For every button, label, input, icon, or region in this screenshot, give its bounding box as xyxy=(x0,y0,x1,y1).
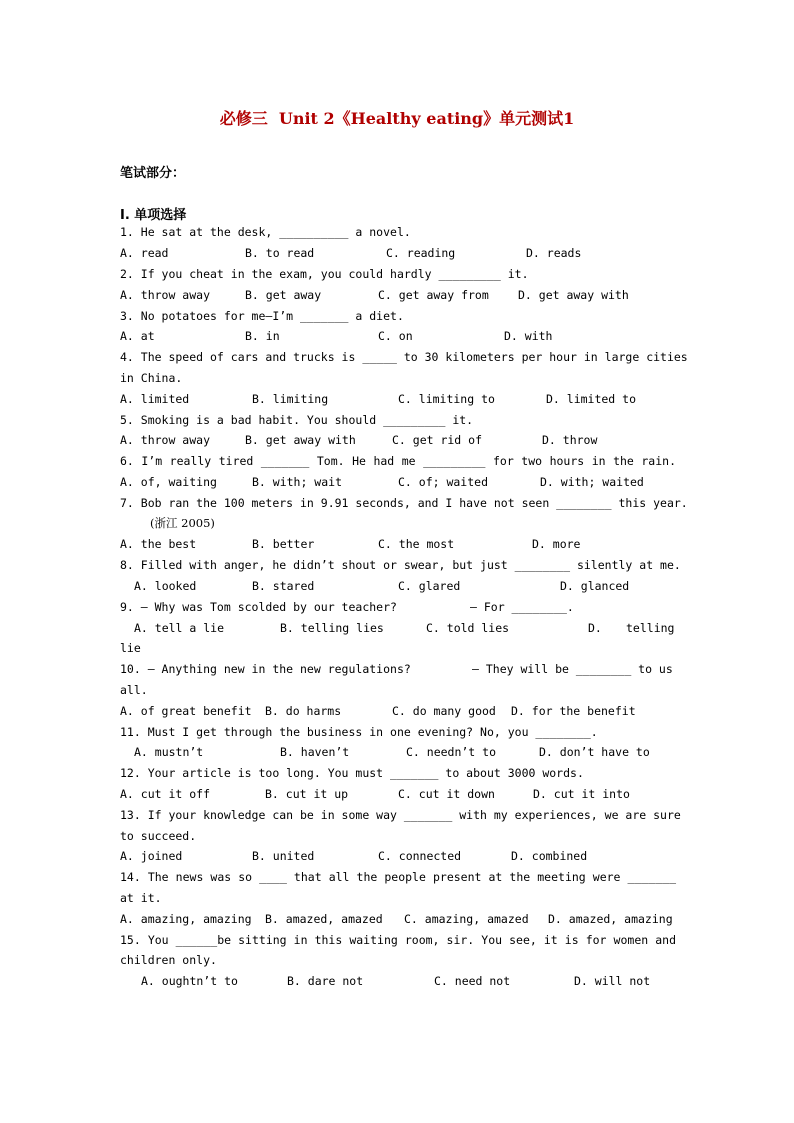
option-b: B. to read xyxy=(245,246,315,260)
option-d: D. combined xyxy=(511,849,588,863)
option-d: D. throw xyxy=(542,433,598,447)
option-a: A. of great benefit xyxy=(120,704,252,718)
option-d: D. reads xyxy=(526,246,582,260)
question-14: 14. The news was so ____ that all the people present at the meeting were _______ xyxy=(120,870,676,884)
option-b: B. get away with xyxy=(245,433,356,447)
option-a: A. looked xyxy=(134,579,197,593)
option-c: C. limiting to xyxy=(398,392,495,406)
option-c: C. glared xyxy=(398,579,461,593)
option-d: D. xyxy=(588,621,602,635)
option-a: A. amazing, amazing xyxy=(120,912,252,926)
option-c: C. of; waited xyxy=(398,475,489,489)
option-c: C. need not xyxy=(434,974,511,988)
option-a: A. oughtn’t to xyxy=(141,974,238,988)
option-a: A. the best xyxy=(120,537,197,551)
option-d: D. for the benefit xyxy=(511,704,636,718)
option-a: A. of, waiting xyxy=(120,475,217,489)
option-b: B. telling lies xyxy=(280,621,384,635)
option-a: A. limited xyxy=(120,392,190,406)
option-c: C. cut it down xyxy=(398,787,495,801)
option-c: C. needn’t to xyxy=(406,745,497,759)
question-4-cont: in China. xyxy=(120,371,183,385)
option-a: A. throw away xyxy=(120,433,211,447)
option-d: D. more xyxy=(532,537,581,551)
option-d: D. will not xyxy=(574,974,651,988)
option-b: B. in xyxy=(245,329,280,343)
option-d: D. get away with xyxy=(518,288,629,302)
question-12: 12. Your article is too long. You must _______ to about 3000 words. xyxy=(120,766,584,780)
option-b: B. limiting xyxy=(252,392,329,406)
question-9-cont: lie xyxy=(120,641,141,655)
question-1: 1. He sat at the desk, __________ a novel. xyxy=(120,225,411,239)
question-15: 15. You ______be sitting in this waiting room, sir. You see, it is for women and xyxy=(120,933,676,947)
question-10-answer: — They will be ________ to us xyxy=(472,662,673,676)
question-6: 6. I’m really tired _______ Tom. He had me _________ for two hours in the rain. xyxy=(120,454,676,468)
option-b: B. do harms xyxy=(265,704,342,718)
option-c: C. connected xyxy=(378,849,462,863)
option-d: D. amazed, amazing xyxy=(548,912,673,926)
option-d: D. with; waited xyxy=(540,475,644,489)
option-d-text: telling xyxy=(626,621,675,635)
option-c: C. on xyxy=(378,329,413,343)
option-c: C. get rid of xyxy=(392,433,483,447)
option-c: C. do many good xyxy=(392,704,496,718)
question-2: 2. If you cheat in the exam, you could hardly _________ it. xyxy=(120,267,529,281)
option-b: B. dare not xyxy=(287,974,364,988)
question-5: 5. Smoking is a bad habit. You should _________ it. xyxy=(120,413,474,427)
option-c: C. amazing, amazed xyxy=(404,912,529,926)
question-11: 11. Must I get through the business in one evening? No, you ________. xyxy=(120,725,598,739)
option-b: B. stared xyxy=(252,579,315,593)
question-9-answer: — For ________. xyxy=(470,600,574,614)
option-d: D. don’t have to xyxy=(539,745,650,759)
option-d: D. with xyxy=(504,329,553,343)
option-a: A. tell a lie xyxy=(134,621,225,635)
option-a: A. read xyxy=(120,246,169,260)
page-title: 必修三 Unit 2《Healthy eating》单元测试1 xyxy=(219,109,575,128)
option-b: B. get away xyxy=(245,288,322,302)
option-b: B. cut it up xyxy=(265,787,349,801)
question-10-text: 10. — Anything new in the new regulations? xyxy=(120,662,411,676)
part-heading: I. 单项选择 xyxy=(120,208,187,223)
question-15-cont: children only. xyxy=(120,953,217,967)
option-d: D. limited to xyxy=(546,392,637,406)
question-7: 7. Bob ran the 100 meters in 9.91 seconds, and I have not seen ________ this year. xyxy=(120,496,688,510)
question-14-cont: at it. xyxy=(120,891,162,905)
option-a: A. mustn’t xyxy=(134,745,204,759)
option-c: C. told lies xyxy=(426,621,510,635)
question-4: 4. The speed of cars and trucks is _____ to 30 kilometers per hour in large cities xyxy=(120,350,688,364)
option-b: B. with; wait xyxy=(252,475,343,489)
question-7-source: (浙江 2005) xyxy=(150,516,215,530)
option-c: C. the most xyxy=(378,537,455,551)
option-c: C. reading xyxy=(386,246,456,260)
option-d: D. cut it into xyxy=(533,787,630,801)
option-b: B. amazed, amazed xyxy=(265,912,383,926)
option-b: B. united xyxy=(252,849,315,863)
option-a: A. throw away xyxy=(120,288,211,302)
question-3: 3. No potatoes for me—I’m _______ a diet. xyxy=(120,309,404,323)
option-b: B. haven’t xyxy=(280,745,350,759)
question-10-cont: all. xyxy=(120,683,148,697)
option-c: C. get away from xyxy=(378,288,489,302)
question-8: 8. Filled with anger, he didn’t shout or swear, but just ________ silently at me. xyxy=(120,558,681,572)
question-13-cont: to succeed. xyxy=(120,829,197,843)
option-b: B. better xyxy=(252,537,315,551)
section-heading: 笔试部分： xyxy=(120,166,186,181)
question-9-text: 9. — Why was Tom scolded by our teacher? xyxy=(120,600,397,614)
option-d: D. glanced xyxy=(560,579,630,593)
option-a: A. cut it off xyxy=(120,787,211,801)
option-a: A. joined xyxy=(120,849,183,863)
option-a: A. at xyxy=(120,329,155,343)
question-13: 13. If your knowledge can be in some way _______ with my experiences, we are sure xyxy=(120,808,681,822)
